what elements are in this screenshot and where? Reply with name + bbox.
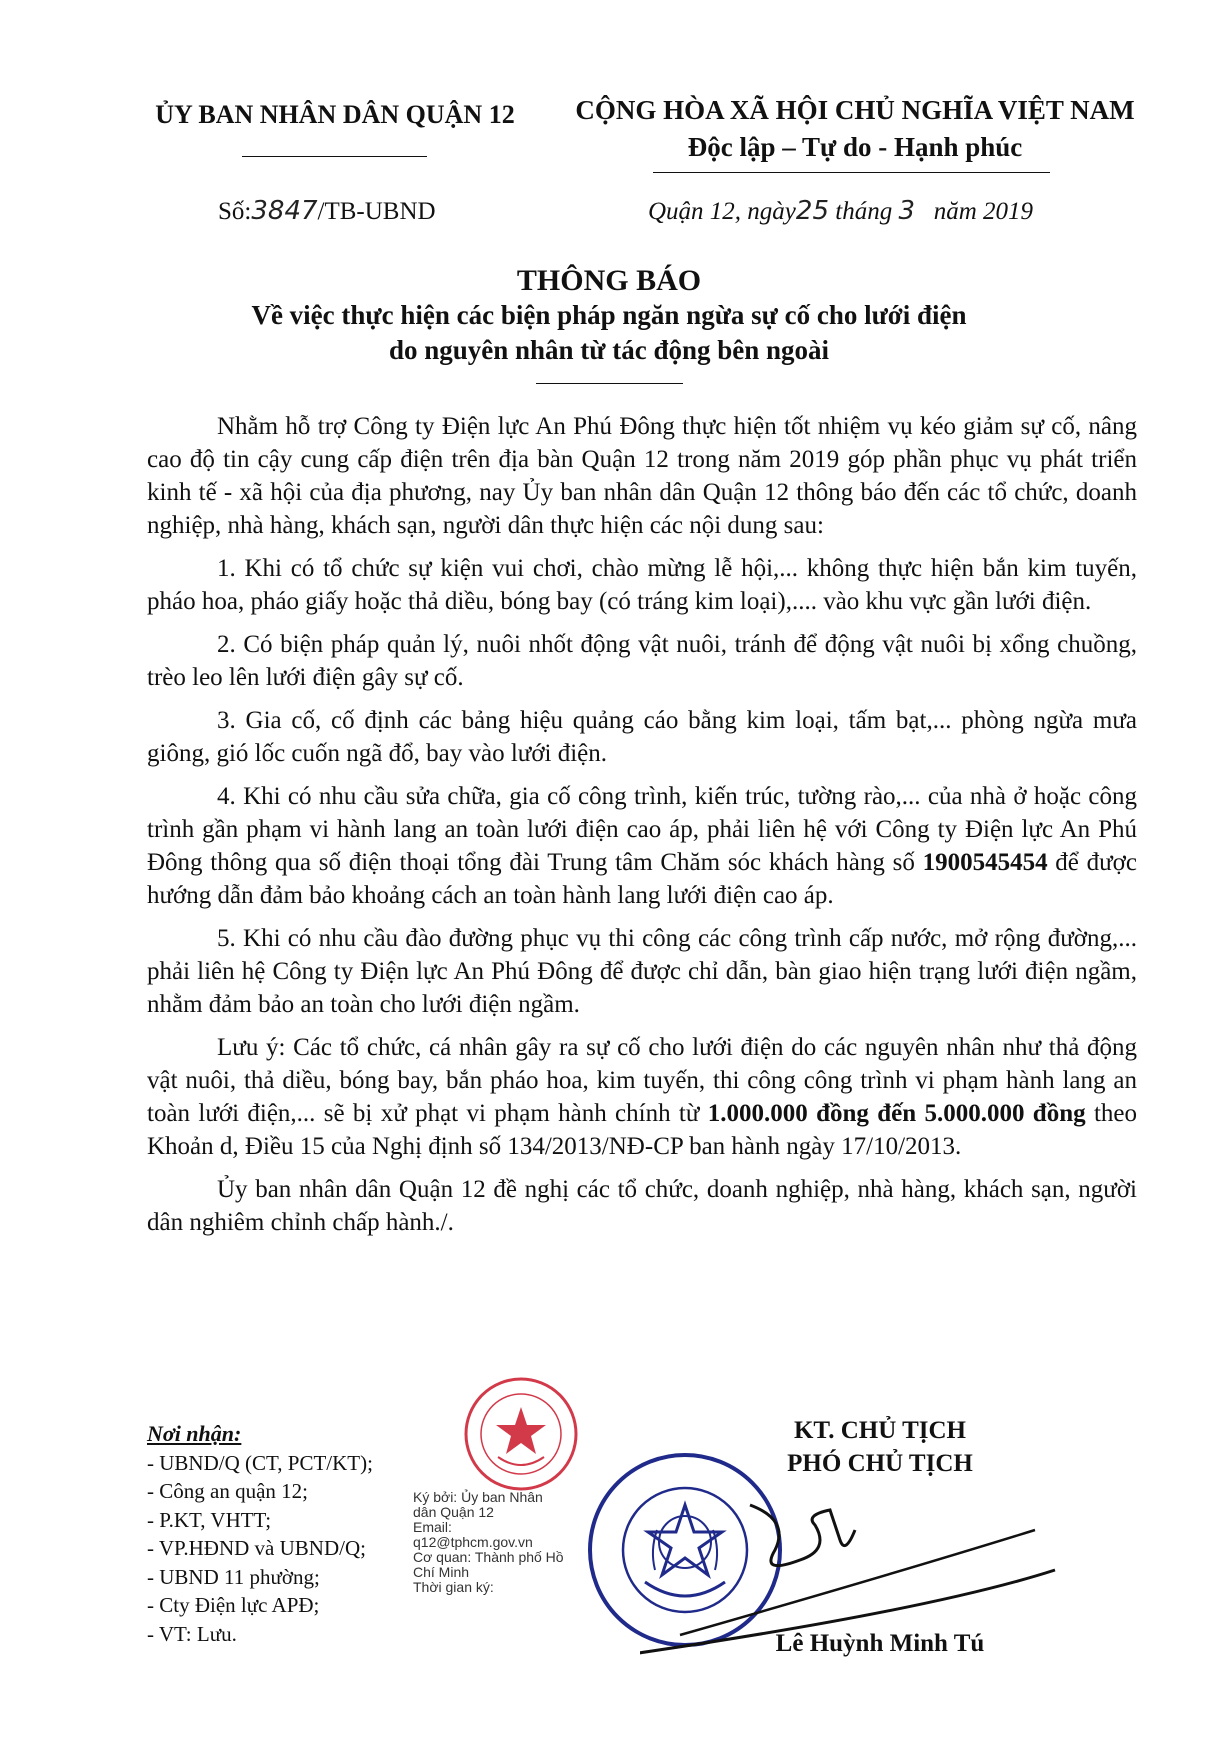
- document-title: THÔNG BÁO: [516, 264, 702, 297]
- digital-sig-line: dân Quận 12: [413, 1504, 494, 1520]
- document-body: [147, 410, 1137, 1249]
- digital-signature-seal-icon: [462, 1375, 580, 1493]
- digital-sig-line: Ký bởi: Ủy ban Nhân: [413, 1489, 543, 1505]
- dateline-month: 3: [898, 196, 915, 226]
- body-item-4: [147, 780, 1137, 912]
- fine-amount: 1.000.000 đồng đến 5.000.000 đồng: [707, 1100, 1086, 1127]
- body-item-2: 2. Có biện pháp quản lý, nuôi nhốt động vật nuôi, tránh để động vật nuôi bị xổng chuồng, trèo leo lên lưới điện gây sự cố.: [147, 631, 1137, 691]
- body-intro: Nhằm hỗ trợ Công ty Điện lực An Phú Đông thực hiện tốt nhiệm vụ kéo giảm sự cố, nâng cao độ tin cậy cung cấp điện trên địa bàn Quận 12 trong năm 2019 góp phần phục vụ phát triển kinh tế - xã hội của địa phương, nay Ủy ban nhân dân Quận 12 thông báo đến các tổ chức, doanh nghiệp, nhà hàng, khách sạn, người dân thực hiện các nội dung sau:: [147, 413, 1137, 539]
- recipients-block: [147, 1420, 447, 1648]
- item4-text-a: 4. Khi có nhu cầu sửa chữa, gia cố công trình, kiến trúc, tường rào,... của nhà ở hoặc công trình gần phạm vi hành lang an toàn lưới điện cao áp, phải liên hệ với Công ty Điện lực An Phú Đông thông qua số điện thoại tổng đài Trung tâm Chăm sóc khách hàng số: [147, 783, 1137, 876]
- digital-sig-line: Chí Minh: [413, 1564, 470, 1580]
- dateline-month-label: tháng: [835, 198, 893, 225]
- national-title: CỘNG HÒA XÃ HỘI CHỦ NGHĨA VIỆT NAM: [575, 95, 1135, 125]
- docno-prefix: Số:: [218, 198, 252, 225]
- subject-underline: [536, 383, 683, 384]
- recipient-item: - Công an quận 12;: [147, 1479, 308, 1503]
- digital-sig-line: Cơ quan: Thành phố Hồ: [413, 1549, 564, 1565]
- signer-name: Lê Huỳnh Minh Tú: [775, 1630, 985, 1657]
- agency-underline: [242, 156, 427, 157]
- handwritten-signature: [640, 1440, 1060, 1700]
- body-item-5: 5. Khi có nhu cầu đào đường phục vụ thi công các công trình cấp nước, mở rộng đường,... phải liên hệ Công ty Điện lực An Phú Đông để được chỉ dẫn, bàn giao hiện trạng lưới điện ngầm, nhằm đảm bảo an toàn cho lưới điện ngầm.: [147, 925, 1137, 1018]
- recipient-item: - UBND/Q (CT, PCT/KT);: [147, 1450, 373, 1475]
- dateline-day: 25: [795, 196, 829, 226]
- recipient-item: - VT: Lưu.: [147, 1621, 237, 1646]
- national-motto: Độc lập – Tự do - Hạnh phúc: [687, 132, 1023, 162]
- recipient-item: - UBND 11 phường;: [147, 1564, 320, 1589]
- digital-sig-line: Email:: [413, 1519, 452, 1535]
- recipient-item: - VP.HĐND và UBND/Q;: [147, 1536, 366, 1560]
- digital-signature-info: [413, 1490, 583, 1595]
- dateline-year: năm 2019: [933, 198, 1034, 225]
- body-closing: Ủy ban nhân dân Quận 12 đề nghị các tổ chức, doanh nghiệp, nhà hàng, khách sạn, người dân nghiêm chỉnh chấp hành./.: [147, 1176, 1137, 1236]
- recipient-item: - P.KT, VHTT;: [147, 1507, 272, 1532]
- document-subject-line2: do nguyên nhân từ tác động bên ngoài: [388, 335, 830, 365]
- body-item-1: 1. Khi có tổ chức sự kiện vui chơi, chào mừng lễ hội,... không thực hiện bắn kim tuyến, pháo hoa, pháo giấy hoặc thả diều, bóng bay (có tráng kim loại),.... vào khu vực gần lưới điện.: [147, 555, 1137, 615]
- body-note: [147, 1031, 1137, 1163]
- digital-sig-line: q12@tphcm.gov.vn: [413, 1534, 533, 1550]
- item4-text-b: để được hướng dẫn đảm bảo khoảng cách an toàn hành lang lưới điện cao áp.: [147, 849, 1137, 909]
- motto-underline: [653, 172, 1050, 173]
- issuing-agency: ỦY BAN NHÂN DÂN QUẬN 12: [155, 100, 515, 129]
- recipient-item: - Cty Điện lực APĐ;: [147, 1593, 320, 1617]
- signer-capacity-line2: PHÓ CHỦ TỊCH: [787, 1450, 973, 1477]
- body-item-3: 3. Gia cố, cố định các bảng hiệu quảng cáo bằng kim loại, tấm bạt,... phòng ngừa mưa giông, gió lốc cuốn ngã đổ, bay vào lưới điện.: [147, 707, 1137, 767]
- recipients-heading: Nơi nhận:: [147, 1421, 242, 1446]
- hotline-number: 1900545454: [922, 849, 1048, 876]
- document-number: [218, 196, 436, 226]
- dateline: [648, 196, 1033, 226]
- signer-capacity-line1: KT. CHỦ TỊCH: [793, 1417, 967, 1444]
- note-text-a: Lưu ý: Các tổ chức, cá nhân gây ra sự cố cho lưới điện do các nguyên nhân như thả động vật nuôi, thả diều, bóng bay, bắn pháo hoa, kim tuyến, thi công công trình vi phạm hành lang an toàn lưới điện,... sẽ bị xử phạt vi phạm hành chính từ: [147, 1034, 1137, 1127]
- document-subject-line1: Về việc thực hiện các biện pháp ngăn ngừa sự cố cho lưới điện: [251, 300, 967, 330]
- docno-handwritten-number: 3847: [251, 196, 318, 226]
- docno-suffix: /TB-UBND: [317, 198, 436, 225]
- dateline-place: Quận 12, ngày: [648, 198, 796, 225]
- digital-sig-line: Thời gian ký:: [413, 1579, 494, 1595]
- note-text-b: theo Khoản d, Điều 15 của Nghị định số 134/2013/NĐ-CP ban hành ngày 17/10/2013.: [147, 1100, 1137, 1160]
